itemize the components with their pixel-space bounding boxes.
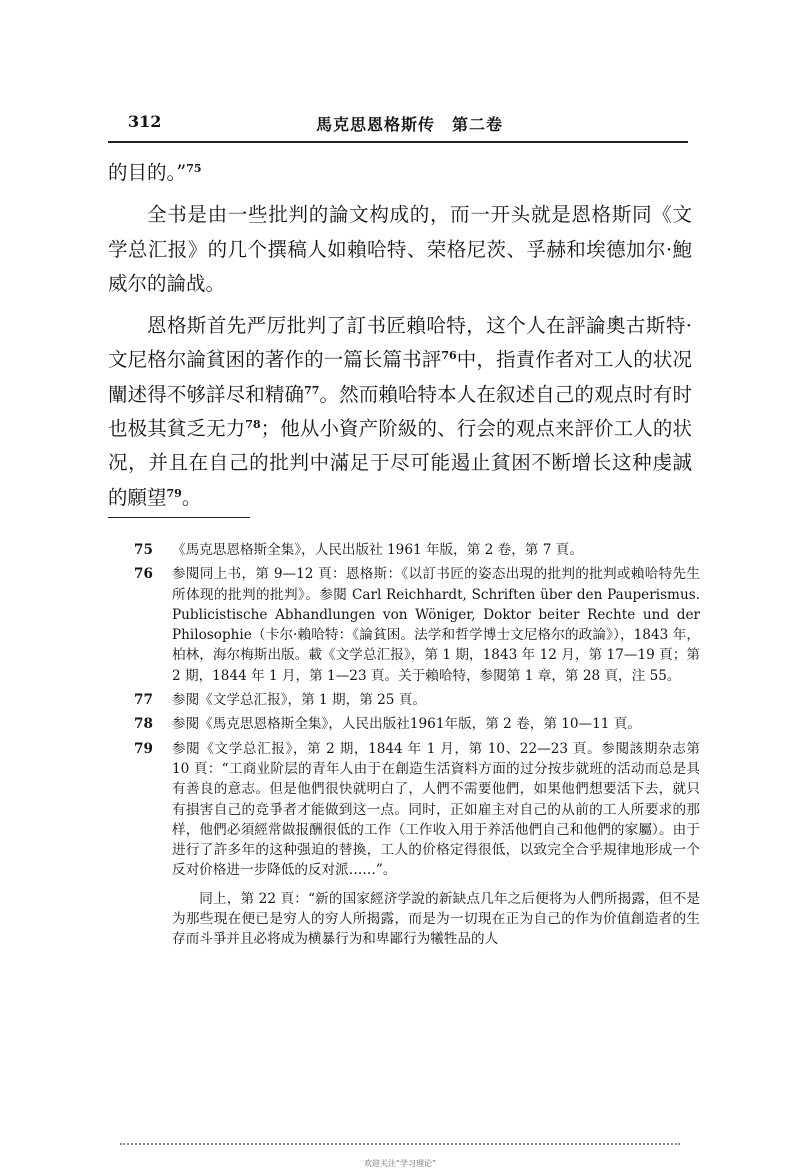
footnote-text: 《馬克思恩格斯全集》，人民出版社 1961 年版，第 2 卷，第 7 頁。	[172, 542, 583, 558]
footnote-text: 参閱同上书，第 9—12 頁：恩格斯：《以訂书匠的姿态出現的批判的批判或賴哈特先生所体现的批判的批判》。参閱 Carl Reichhardt, Schriften über den Pauperismus. Publicistische Abhandlungen von Wöniger, Doktor beiter Rechte und der Philosophie（卡尔·賴哈特：《論貧困。法学和哲学博士文尼格尔的政論》），1843 年，柏林，海尔梅斯出版。載《文学总汇报》，第 1 期，1843 年 12 月，第 17—19 頁；第 2 期，1844 年 1 月，第 1—23 頁。关于賴哈特，参閱第 1 章，第 28 頁，注 55。	[172, 566, 701, 684]
footnote-ref-79[interactable]: 79	[166, 486, 182, 500]
footnotes	[134, 540, 700, 950]
footnote	[134, 540, 700, 560]
footnote-ref-77[interactable]: 77	[304, 383, 320, 397]
footnote-continuation: 同上，第 22 頁：“新的国家經济学說的新缺点几年之后便将为人們所揭露，但不是为那些現在便已是穷人的穷人所揭露，而是为一切現在正为自己的作为价值創造者的生存而斗爭并且必将成为横暴行为和卑鄙行为犧牲品的人	[172, 890, 700, 948]
running-title: 馬克思恩格斯传 第二卷	[316, 115, 504, 134]
footnote	[134, 739, 700, 881]
paragraph-2: 全书是由一些批判的論文构成的，而一开头就是恩格斯同《文学总汇报》的几个撰稿人如賴哈特、荣格尼茨、孚赫和埃德加尔·鮑威尔的論战。	[108, 203, 692, 295]
footnote-number: 76	[134, 566, 153, 583]
footer-rule	[120, 1143, 680, 1145]
footnote-text: 参閱《馬克思恩格斯全集》，人民出版社1961年版，第 2 卷，第 10—11 頁。	[172, 716, 641, 733]
page-header	[108, 112, 688, 136]
footnote	[134, 564, 700, 686]
paragraph-1: 的目的。”$^{75}$	[108, 161, 202, 184]
footnote-separator	[108, 517, 250, 518]
footnote-text: 参閱《文学总汇报》，第 2 期，1844 年 1 月，第 10、22—23 頁。参閱該期杂志第 10 頁：“工商业阶层的青年人由于在創造生活資料方面的过分按步就班的活动而总是具有善良的意志。但是他們很快就明白了，人們不需要他們，如果他們想要活下去，就只有損害自己的竞爭者才能做到这一点。同时，正如雇主对自己的从前的工人所要求的那样，他們必須經常做报酬很低的工作（工作收入用于养活他們自己和他們的家屬）。由于进行了許多年的这种强迫的替換，工人的价格定得很低，以致完全合乎規律地形成一个反对价格进一步降低的反对派……”。	[172, 740, 700, 879]
footnote-number: 79	[134, 740, 153, 757]
body-text	[108, 156, 692, 515]
footnote-number: 78	[134, 716, 153, 733]
footer-watermark: 欢迎关注“学习理论”	[363, 1159, 437, 1168]
footnote	[134, 714, 700, 734]
footnote-ref-76[interactable]: 76	[441, 349, 457, 363]
footnote-ref-75[interactable]: 75	[186, 162, 202, 175]
header-rule	[108, 141, 688, 143]
footnote-number: 75	[134, 542, 153, 558]
page-number: 312	[128, 112, 162, 131]
footnote-ref-78[interactable]: 78	[245, 418, 261, 432]
paragraph-3: 恩格斯首先严厉批判了訂书匠賴哈特，这个人在評論奧古斯特·文尼格尔論貧困的著作的一篇长篇书評$^{76}$中，指責作者对工人的状况闡述得不够詳尽和精确$^{77}$。然而賴哈特本人在叙述自己的观点时有时也极其貧乏无力$^{78}$；他从小資产阶級的、行会的观点来評价工人的状况，并且在自己的批判中滿足于尽可能遏止貧困不断增长这种虔誠的願望$^{79}$。	[108, 314, 692, 509]
footnote	[134, 690, 700, 710]
footnote-number: 77	[134, 692, 153, 709]
footnote-text: 参閱《文学总汇报》，第 1 期，第 25 頁。	[172, 692, 426, 709]
